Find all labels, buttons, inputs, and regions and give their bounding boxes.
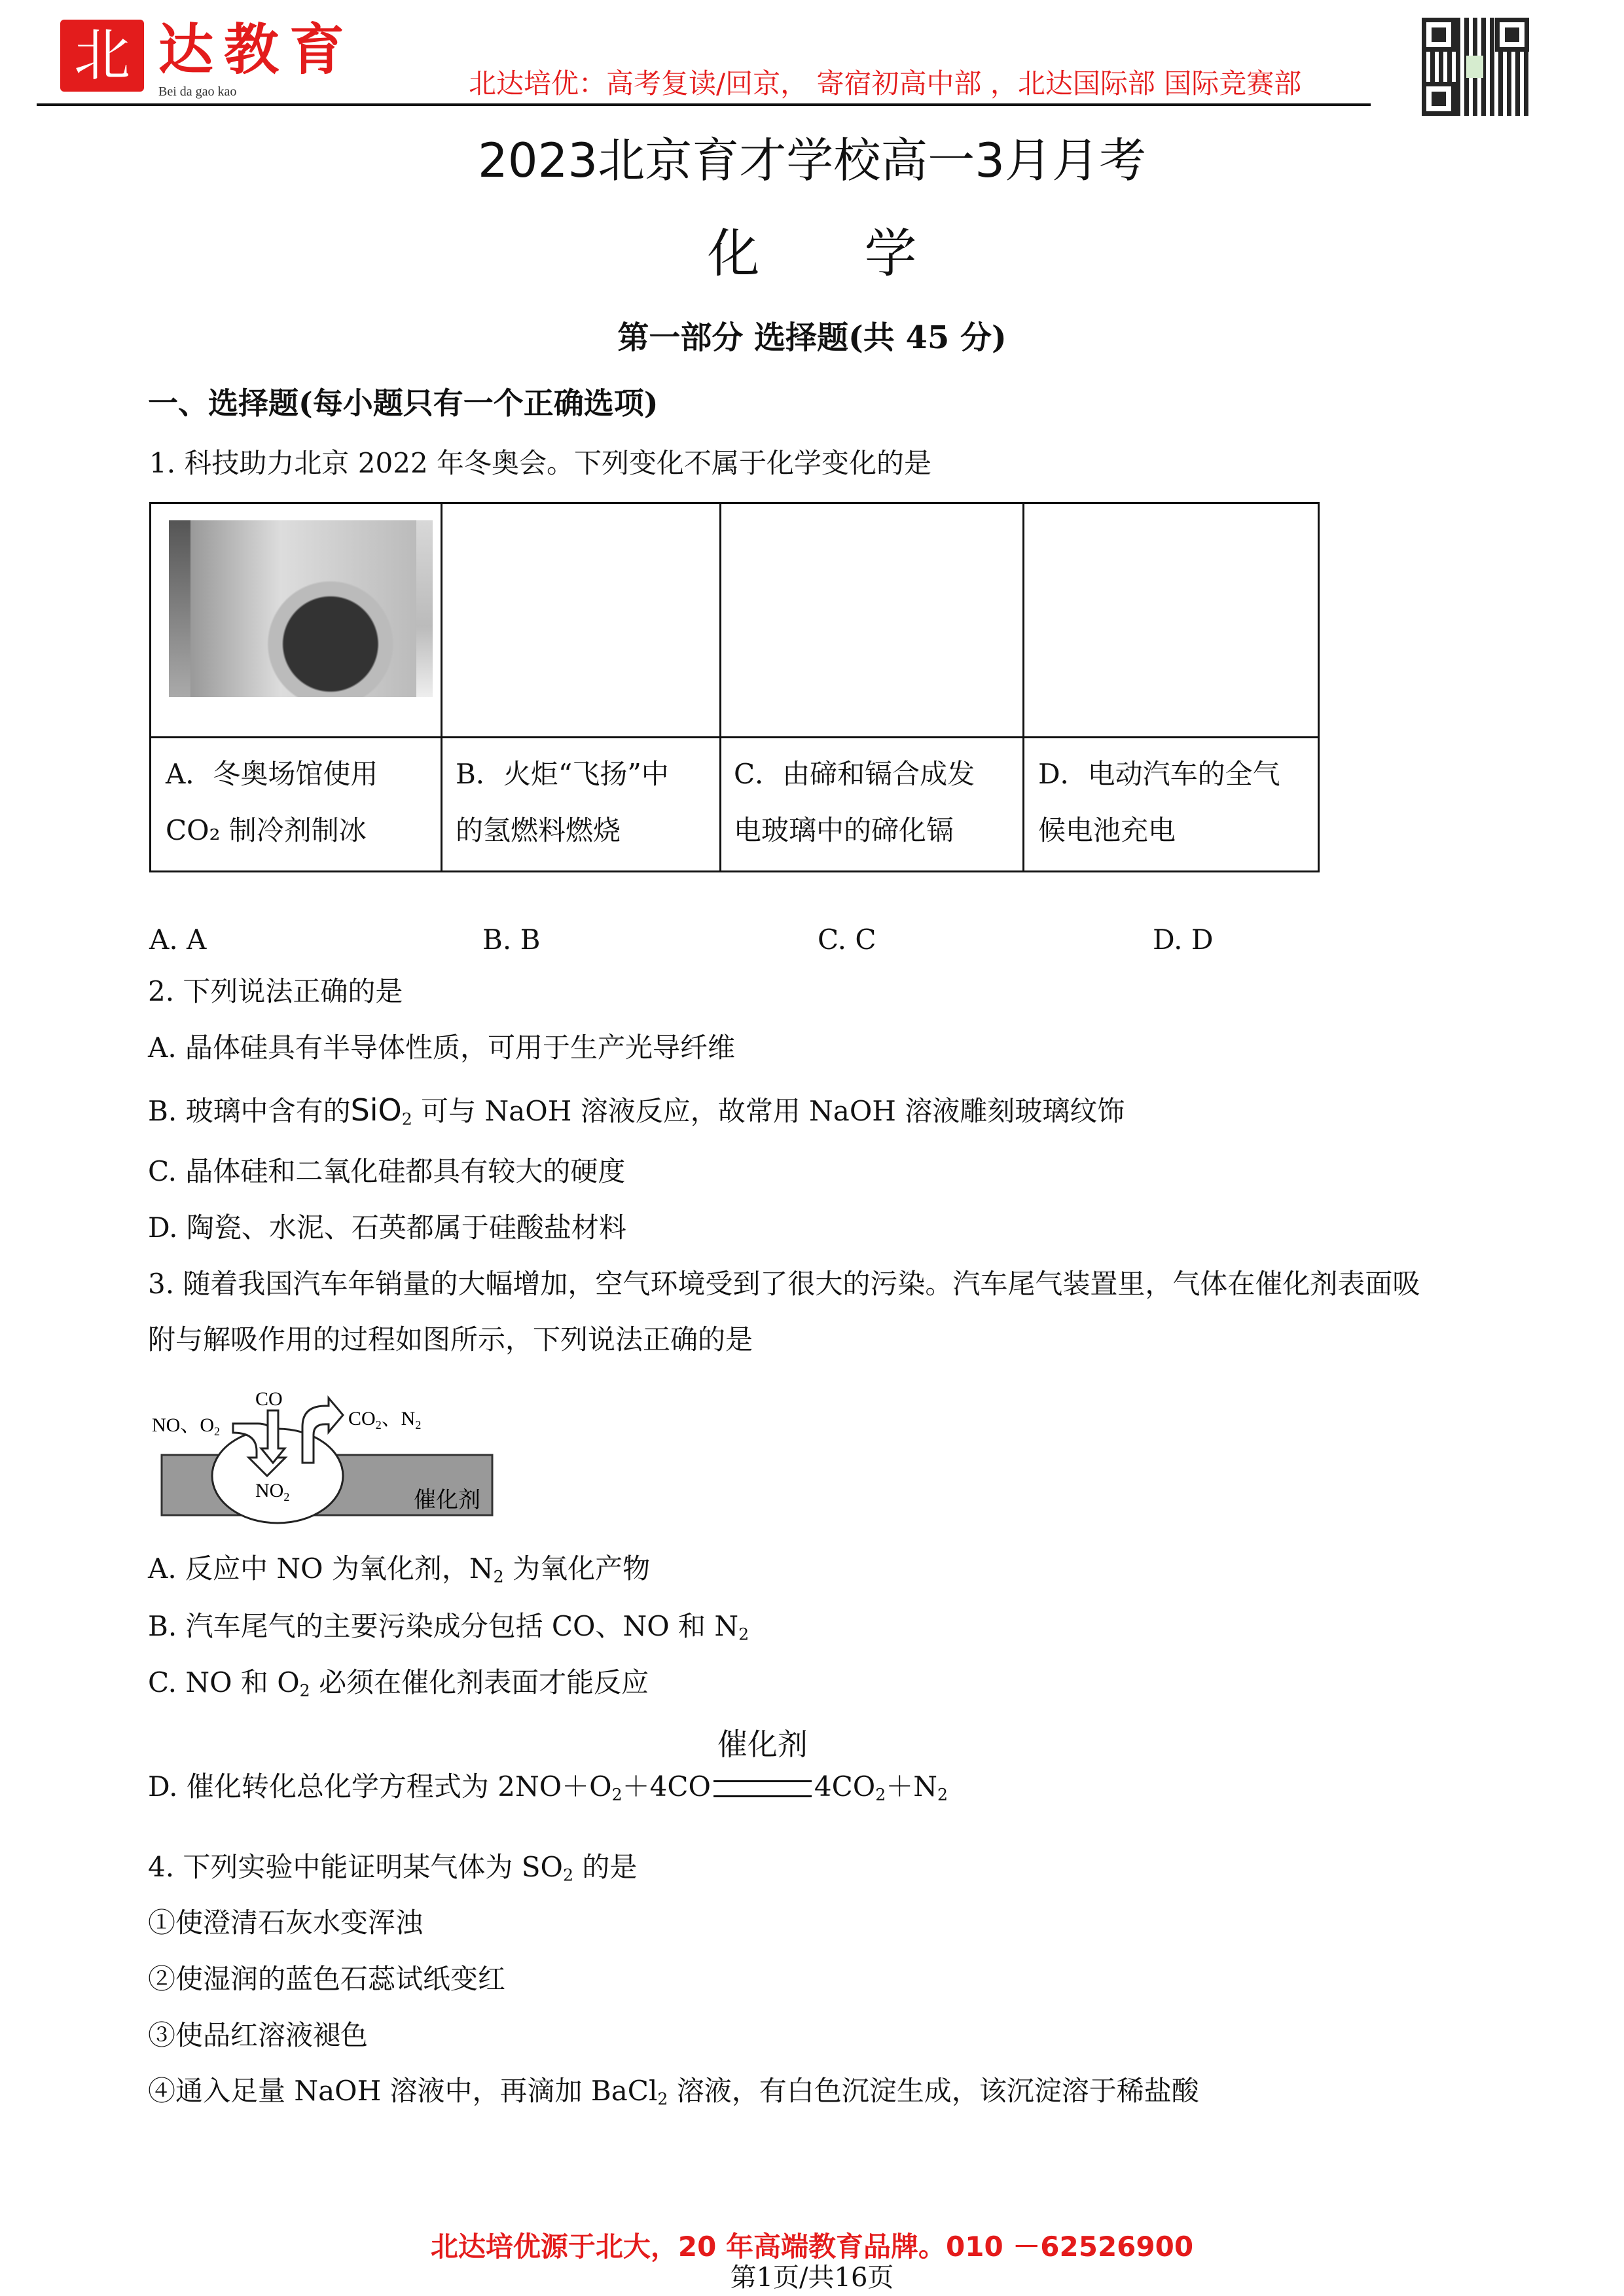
q1-cell-b: B．火炬“飞扬”中 的氢燃料燃烧 — [456, 758, 669, 846]
logo-mark: 北 — [60, 20, 144, 92]
q2-option-d: D. 陶瓷、水泥、石英都属于硅酸盐材料 — [148, 1211, 626, 1244]
q1-option-d: D. D — [1153, 924, 1214, 956]
reaction-condition: 催化剂 — [717, 1727, 808, 1762]
q4-item-1: ①使澄清石灰水变浑浊 — [148, 1907, 424, 1939]
q2-stem: 2. 下列说法正确的是 — [148, 975, 403, 1007]
header-divider — [37, 103, 1371, 106]
q2-option-c: C. 晶体硅和二氧化硅都具有较大的硬度 — [148, 1155, 626, 1187]
brand-logo — [60, 17, 427, 101]
q1-option-c: C. C — [818, 924, 876, 956]
q1-stem: 1. 科技助力北京 2022 年冬奥会。下列变化不属于化学变化的是 — [149, 447, 932, 479]
reaction-equals-sign — [713, 1727, 812, 1797]
q3-option-d: D. 催化转化总化学方程式为 $2NO+O_2+4CO$ 催化剂 $4CO_2+N_2$ — [148, 1727, 948, 1804]
q1-cell-a: A．冬奥场馆使用 CO₂ 制冷剂制冰 — [166, 758, 378, 846]
logo-pinyin: Bei da gao kao — [158, 84, 237, 99]
input-gases-label: NO、$O_2$ — [152, 1414, 220, 1438]
output-gases-label: $CO_2$、$N_2$ — [348, 1408, 422, 1431]
q3-stem-line1: 3. 随着我国汽车年销量的大幅增加，空气环境受到了很大的污染。汽车尾气装置里，气体在催化剂表面吸 — [148, 1268, 1420, 1300]
q3-option-b: B. 汽车尾气的主要污染成分包括 CO、NO 和 $N_2$ — [148, 1610, 749, 1644]
header-slogan: 北达培优：高考复读/回京， 寄宿初高中部 ，北达国际部 国际竞赛部 — [469, 67, 1302, 99]
section-heading: 一、选择题(每小题只有一个正确选项) — [148, 386, 659, 421]
page-number: 第1页/共16页 — [730, 2263, 894, 2293]
q3-stem-line2: 附与解吸作用的过程如图所示，下列说法正确的是 — [148, 1323, 753, 1355]
qr-code — [1422, 18, 1529, 116]
catalyst-diagram — [152, 1384, 518, 1532]
q4-item-3: ③使品红溶液褪色 — [148, 2019, 369, 2051]
no2-label: $NO_2$ — [255, 1480, 290, 1503]
footer-ad: 北达培优源于北大，20 年高端教育品牌。010 －62526900 — [430, 2231, 1194, 2263]
logo-text: 达教育 — [158, 17, 355, 82]
q3-option-c: C. NO 和 $O_2$ 必须在催化剂表面才能反应 — [148, 1666, 649, 1700]
q1-option-a: A. A — [149, 924, 207, 956]
co-label: CO — [255, 1388, 283, 1410]
q4-item-2: ②使湿润的蓝色石蕊试纸变红 — [148, 1963, 506, 1995]
q1-cell-c: C．由碲和镉合成发 电玻璃中的碲化镉 — [734, 758, 975, 846]
q1-option-b: B. B — [482, 924, 541, 956]
q1-cell-d: D．电动汽车的全气 候电池充电 — [1038, 758, 1280, 846]
q2-option-b: B. 玻璃中含有的SiO$_2$ 可与 NaOH 溶液反应，故常用 NaOH 溶液雕刻玻璃纹饰 — [148, 1092, 1125, 1129]
q2-option-a: A. 晶体硅具有半导体性质，可用于生产光导纤维 — [148, 1031, 736, 1064]
q4-stem: 4. 下列实验中能证明某气体为 $SO_2$ 的是 — [148, 1851, 638, 1885]
q1-image-table — [149, 502, 1320, 872]
subject-title: 化 学 — [707, 223, 917, 284]
part-heading: 第一部分 选择题(共 45 分) — [617, 319, 1007, 356]
q4-item-4: ④通入足量 NaOH 溶液中，再滴加 BaCl$_2$ 溶液，有白色沉淀生成，该沉淀溶于稀盐酸 — [148, 2075, 1199, 2109]
catalyst-label: 催化剂 — [414, 1487, 480, 1513]
q3-option-a: A. 反应中 NO 为氧化剂，$N_2$ 为氧化产物 — [148, 1552, 651, 1587]
electric-car-image — [190, 520, 416, 697]
exam-title: 2023北京育才学校高一3月月考 — [477, 133, 1147, 188]
